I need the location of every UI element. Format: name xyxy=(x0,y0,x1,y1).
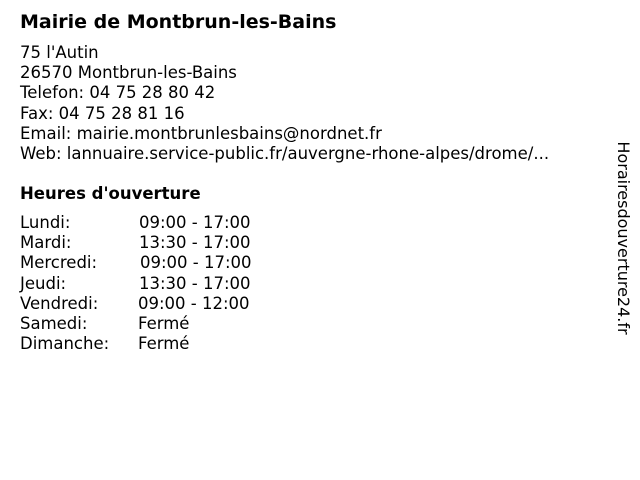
day-hours: 09:00 - 17:00 xyxy=(139,213,251,232)
address-block xyxy=(20,43,549,164)
day-label: Samedi: xyxy=(20,313,88,333)
opening-hours-heading: Heures d'ouverture xyxy=(20,184,201,203)
day-hours: Fermé xyxy=(138,334,190,354)
day-hours: 13:30 - 17:00 xyxy=(139,273,251,293)
address-city: 26570 Montbrun-les-Bains xyxy=(20,63,237,83)
website-link: Web: lannuaire.service-public.fr/auvergne-rhone-alpes/drome/... xyxy=(20,144,550,164)
day-label: Mardi: xyxy=(20,233,72,253)
page-title: Mairie de Montbrun-les-Bains xyxy=(20,11,337,33)
day-hours: 13:30 - 17:00 xyxy=(139,233,251,253)
email-address: Email: mairie.montbrunlesbains@nordnet.fr xyxy=(20,123,382,143)
day-hours: 09:00 - 17:00 xyxy=(140,253,252,273)
day-label: Jeudi: xyxy=(20,273,67,293)
day-hours: 09:00 - 12:00 xyxy=(138,293,250,313)
phone-number: Telefon: 04 75 28 80 42 xyxy=(20,83,216,103)
day-label: Lundi: xyxy=(20,213,71,232)
day-label: Dimanche: xyxy=(20,334,110,354)
fax-number: Fax: 04 75 28 81 16 xyxy=(20,103,185,123)
address-street: 75 l'Autin xyxy=(20,43,99,62)
day-hours: Fermé xyxy=(138,313,190,333)
site-watermark: Horairesdouverture24.fr xyxy=(614,141,633,335)
day-label: Vendredi: xyxy=(20,293,99,313)
day-label: Mercredi: xyxy=(20,253,98,273)
